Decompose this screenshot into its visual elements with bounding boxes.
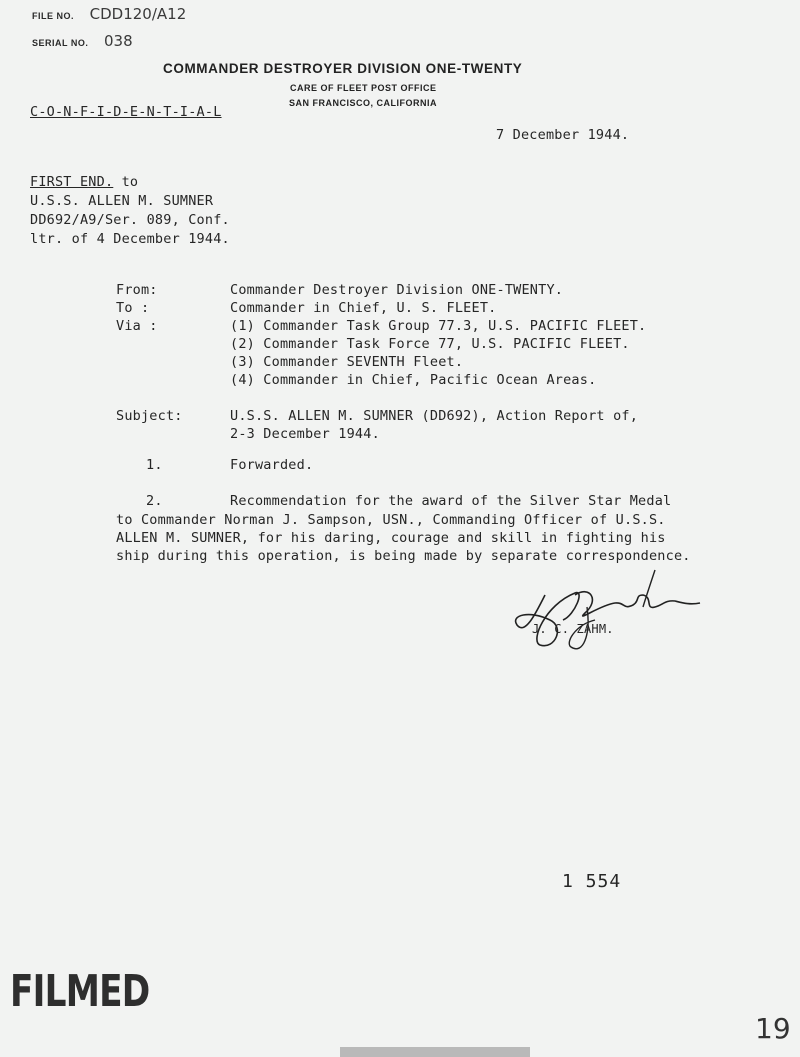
handwritten-page-number: 19 xyxy=(755,1012,791,1045)
paragraph-2-number: 2. xyxy=(146,493,163,509)
to-label: To : xyxy=(116,300,150,316)
classification: C-O-N-F-I-D-E-N-T-I-A-L xyxy=(30,104,222,120)
to-value: Commander in Chief, U. S. FLEET. xyxy=(230,300,497,316)
serial-no-value: 038 xyxy=(103,32,133,50)
scan-edge-strip xyxy=(340,1047,530,1057)
letterhead-title: COMMANDER DESTROYER DIVISION ONE-TWENTY xyxy=(163,61,523,76)
paragraph-1-text: Forwarded. xyxy=(230,457,314,473)
file-no-row xyxy=(32,4,186,23)
via-item-1: (1) Commander Task Group 77.3, U.S. PACIFIC FLEET. xyxy=(230,318,647,334)
endorsement-to: to xyxy=(113,174,139,190)
first-endorsement: FIRST END. xyxy=(30,174,114,190)
endorsement-line3: DD692/A9/Ser. 089, Conf. xyxy=(30,212,230,228)
via-label: Via : xyxy=(116,318,158,334)
from-label: From: xyxy=(116,282,158,298)
handwritten-signature xyxy=(505,565,705,660)
paragraph-2-line4: ship during this operation, is being made by separate correspondence. xyxy=(116,548,691,564)
letterhead-line2: SAN FRANCISCO, CALIFORNIA xyxy=(289,98,437,108)
endorsement-line2: U.S.S. ALLEN M. SUMNER xyxy=(30,193,214,209)
paragraph-2-line3: ALLEN M. SUMNER, for his daring, courage and skill in fighting his xyxy=(116,530,666,546)
subject-line2: 2-3 December 1944. xyxy=(230,426,380,442)
signer-name: J. C. ZAHM. xyxy=(532,622,614,636)
serial-no-label: SERIAL NO. xyxy=(32,38,89,48)
filmed-stamp: FILMED xyxy=(10,966,150,1017)
from-value: Commander Destroyer Division ONE-TWENTY. xyxy=(230,282,564,298)
endorsement-line4: ltr. of 4 December 1944. xyxy=(30,231,230,247)
file-no-value: CDD120/A12 xyxy=(89,5,187,23)
endorsement-line1 xyxy=(30,174,138,190)
subject-label: Subject: xyxy=(116,408,183,424)
via-item-2: (2) Commander Task Force 77, U.S. PACIFIC FLEET. xyxy=(230,336,630,352)
serial-no-row xyxy=(32,31,133,50)
via-item-4: (4) Commander in Chief, Pacific Ocean Areas. xyxy=(230,372,597,388)
paragraph-1-number: 1. xyxy=(146,457,163,473)
subject-line1: U.S.S. ALLEN M. SUMNER (DD692), Action Report of, xyxy=(230,408,639,424)
paragraph-2-line2: to Commander Norman J. Sampson, USN., Commanding Officer of U.S.S. xyxy=(116,512,666,528)
file-no-label: FILE NO. xyxy=(32,11,74,21)
letterhead-line1: CARE OF FLEET POST OFFICE xyxy=(290,83,437,93)
typed-page-number: 1 554 xyxy=(562,871,622,892)
letter-date: 7 December 1944. xyxy=(496,127,630,143)
via-item-3: (3) Commander SEVENTH Fleet. xyxy=(230,354,464,370)
paragraph-2-line1: Recommendation for the award of the Silver Star Medal xyxy=(230,493,672,509)
